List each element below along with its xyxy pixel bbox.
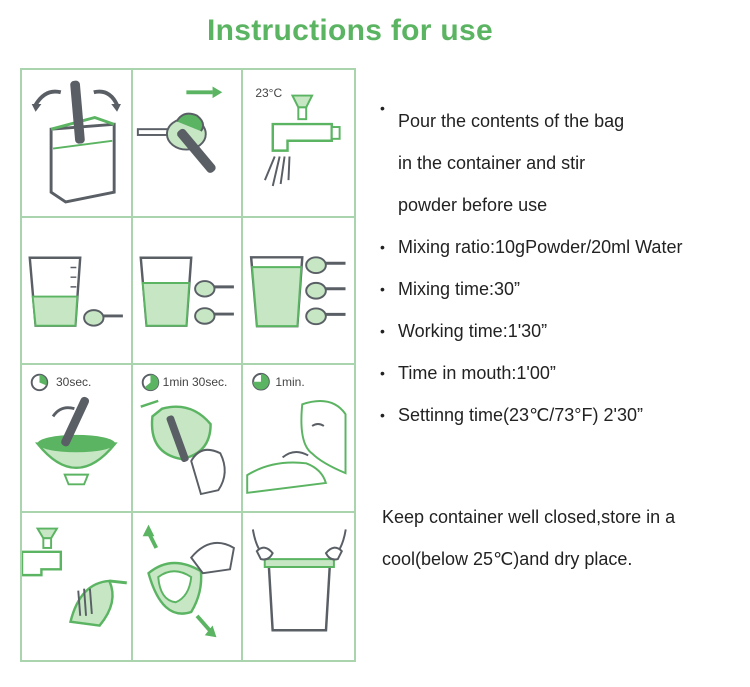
- mouth-time-label: 1min.: [275, 375, 305, 389]
- page-title: Instructions for use: [206, 14, 494, 47]
- scoop-icon: [133, 70, 242, 216]
- instruction-item: [380, 268, 682, 310]
- instruction-line: Time in mouth:1'00”: [398, 363, 556, 383]
- instruction-item: [380, 394, 682, 436]
- measuring-cup-two-scoops-icon: [133, 218, 242, 364]
- instruction-line: • Pour the contents of the bag: [398, 111, 625, 131]
- step-close-container: [243, 513, 354, 661]
- mixing-bowl-icon: [22, 365, 131, 511]
- step-remove-tray: [133, 513, 244, 661]
- temperature-label: 23°C: [255, 86, 283, 100]
- instruction-list: [380, 100, 682, 436]
- patient-face-icon: [243, 365, 354, 511]
- instruction-grid: [20, 68, 356, 662]
- impression-tray-icon: [133, 365, 242, 511]
- step-impression-mouth: [243, 365, 354, 513]
- instruction-line: powder before use: [398, 195, 548, 215]
- instruction-line: Working time:1'30”: [398, 321, 548, 341]
- measuring-cup-one-scoop-icon: [22, 218, 131, 364]
- measuring-cup-three-scoops-icon: [243, 218, 354, 364]
- faucet-icon: [243, 70, 354, 216]
- step-measure-three-scoops: [243, 218, 354, 366]
- step-load-tray: [133, 365, 244, 513]
- step-measure-one-scoop: [22, 218, 133, 366]
- step-water-faucet: [243, 70, 354, 218]
- mix-time-label: 30sec.: [56, 375, 92, 389]
- step-shake-container: [22, 70, 133, 218]
- instruction-line: Settinng time(23℃/73°F) 2'30”: [398, 405, 643, 425]
- instruction-line: Mixing time:30”: [398, 279, 521, 299]
- instruction-item: [380, 310, 682, 352]
- instruction-line: in the container and stir: [398, 153, 586, 173]
- instruction-item: [380, 100, 682, 226]
- step-rinse-tray: [22, 513, 133, 661]
- instruction-item: [380, 226, 682, 268]
- working-time-label: 1min 30sec.: [162, 375, 228, 389]
- step-scoop-powder: [133, 70, 244, 218]
- remove-tray-icon: [133, 513, 242, 661]
- shake-container-icon: [22, 70, 131, 216]
- step-measure-two-scoops: [133, 218, 244, 366]
- storage-note: Keep container well closed,store in a cool(below 25℃)and dry place.: [382, 507, 676, 569]
- instruction-line: Mixing ratio:10gPowder/20ml Water: [398, 237, 683, 257]
- rinse-tray-icon: [22, 513, 131, 661]
- step-mix-30-seconds: [22, 365, 133, 513]
- instruction-item: [380, 352, 682, 394]
- close-container-icon: [243, 513, 354, 661]
